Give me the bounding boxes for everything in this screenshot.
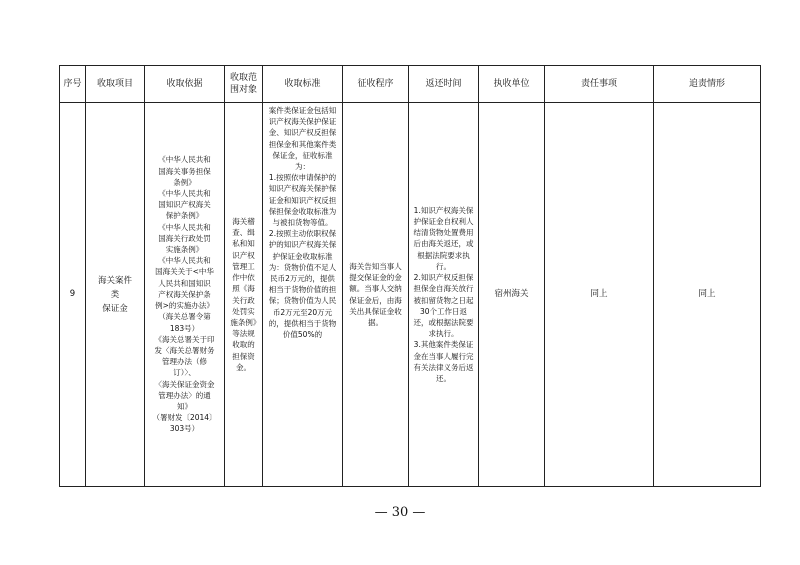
header-refund: 返还时间 (409, 66, 479, 103)
cell-responsibility: 同上 (545, 103, 654, 487)
cell-basis: 《中华人民共和 国海关事务担保 条例》 《中华人民共和 国知识产权海关 保护条例》 《中华人民共和 国海关行政处罚 实施条例》 《中华人民共和 国海关关于<中华 人民共和国知识 产权海关保护条 例>的实施办法》 （海关总署令第 183号） 《海关总署关于印 发〈海关总署财务 管理办法（修订）〉、 〈海关保证金资金 管理办法〉的通知》 （署财发〔2014〕 303号） (145, 103, 225, 487)
cell-accountability: 同上 (654, 103, 761, 487)
cell-seq: 9 (60, 103, 86, 487)
header-basis: 收取依据 (145, 66, 225, 103)
header-procedure: 征收程序 (343, 66, 409, 103)
header-scope: 收取范 围对象 (225, 66, 263, 103)
header-accountability: 追责情形 (654, 66, 761, 103)
cell-refund: 1.知识产权海关保护保证金自权利人结清货物处置费用后由海关返还，或根据法院要求执行。 2.知识产权反担保担保金自海关放行被扣留货物之日起30个工作日返还，或根据法院要求执行。 3.其他案件类保证金在当事人履行完有关法律义务后返还。 (409, 103, 479, 487)
header-seq: 序号 (60, 66, 86, 103)
header-item: 收取项目 (86, 66, 145, 103)
table-row (60, 103, 761, 487)
page-number: — 30 — (374, 505, 426, 520)
cell-standard: 案件类保证金包括知识产权海关保护保证金、知识产权反担保担保金和其他案件类保证金，征收标准为： 1.按照依申请保护的知识产权海关保护保证金和知识产权反担保担保金收取标准为与被扣货物等值。 2.按照主动依职权保护的知识产权海关保护保证金收取标准为：货物价值不足人民币2万元的，提供相当于货物价值的担保；货物价值为人民币2万元至20万元的，提供相当于货物价值50%的 (263, 103, 343, 487)
header-standard: 收取标准 (263, 66, 343, 103)
table-header-row (60, 66, 761, 103)
cell-scope: 海关稽查、缉私和知识产权管理工作中依照《海关行政处罚实施条例》等法规收取的担保资金。 (225, 103, 263, 487)
header-responsibility: 责任事项 (545, 66, 654, 103)
header-unit: 执收单位 (479, 66, 545, 103)
cell-unit: 宿州海关 (479, 103, 545, 487)
cell-item: 海关案件 类 保证金 (86, 103, 145, 487)
fee-table (59, 65, 761, 487)
cell-procedure: 海关告知当事人提交保证金的金额。当事人交纳保证金后，由海关出具保证金收据。 (343, 103, 409, 487)
